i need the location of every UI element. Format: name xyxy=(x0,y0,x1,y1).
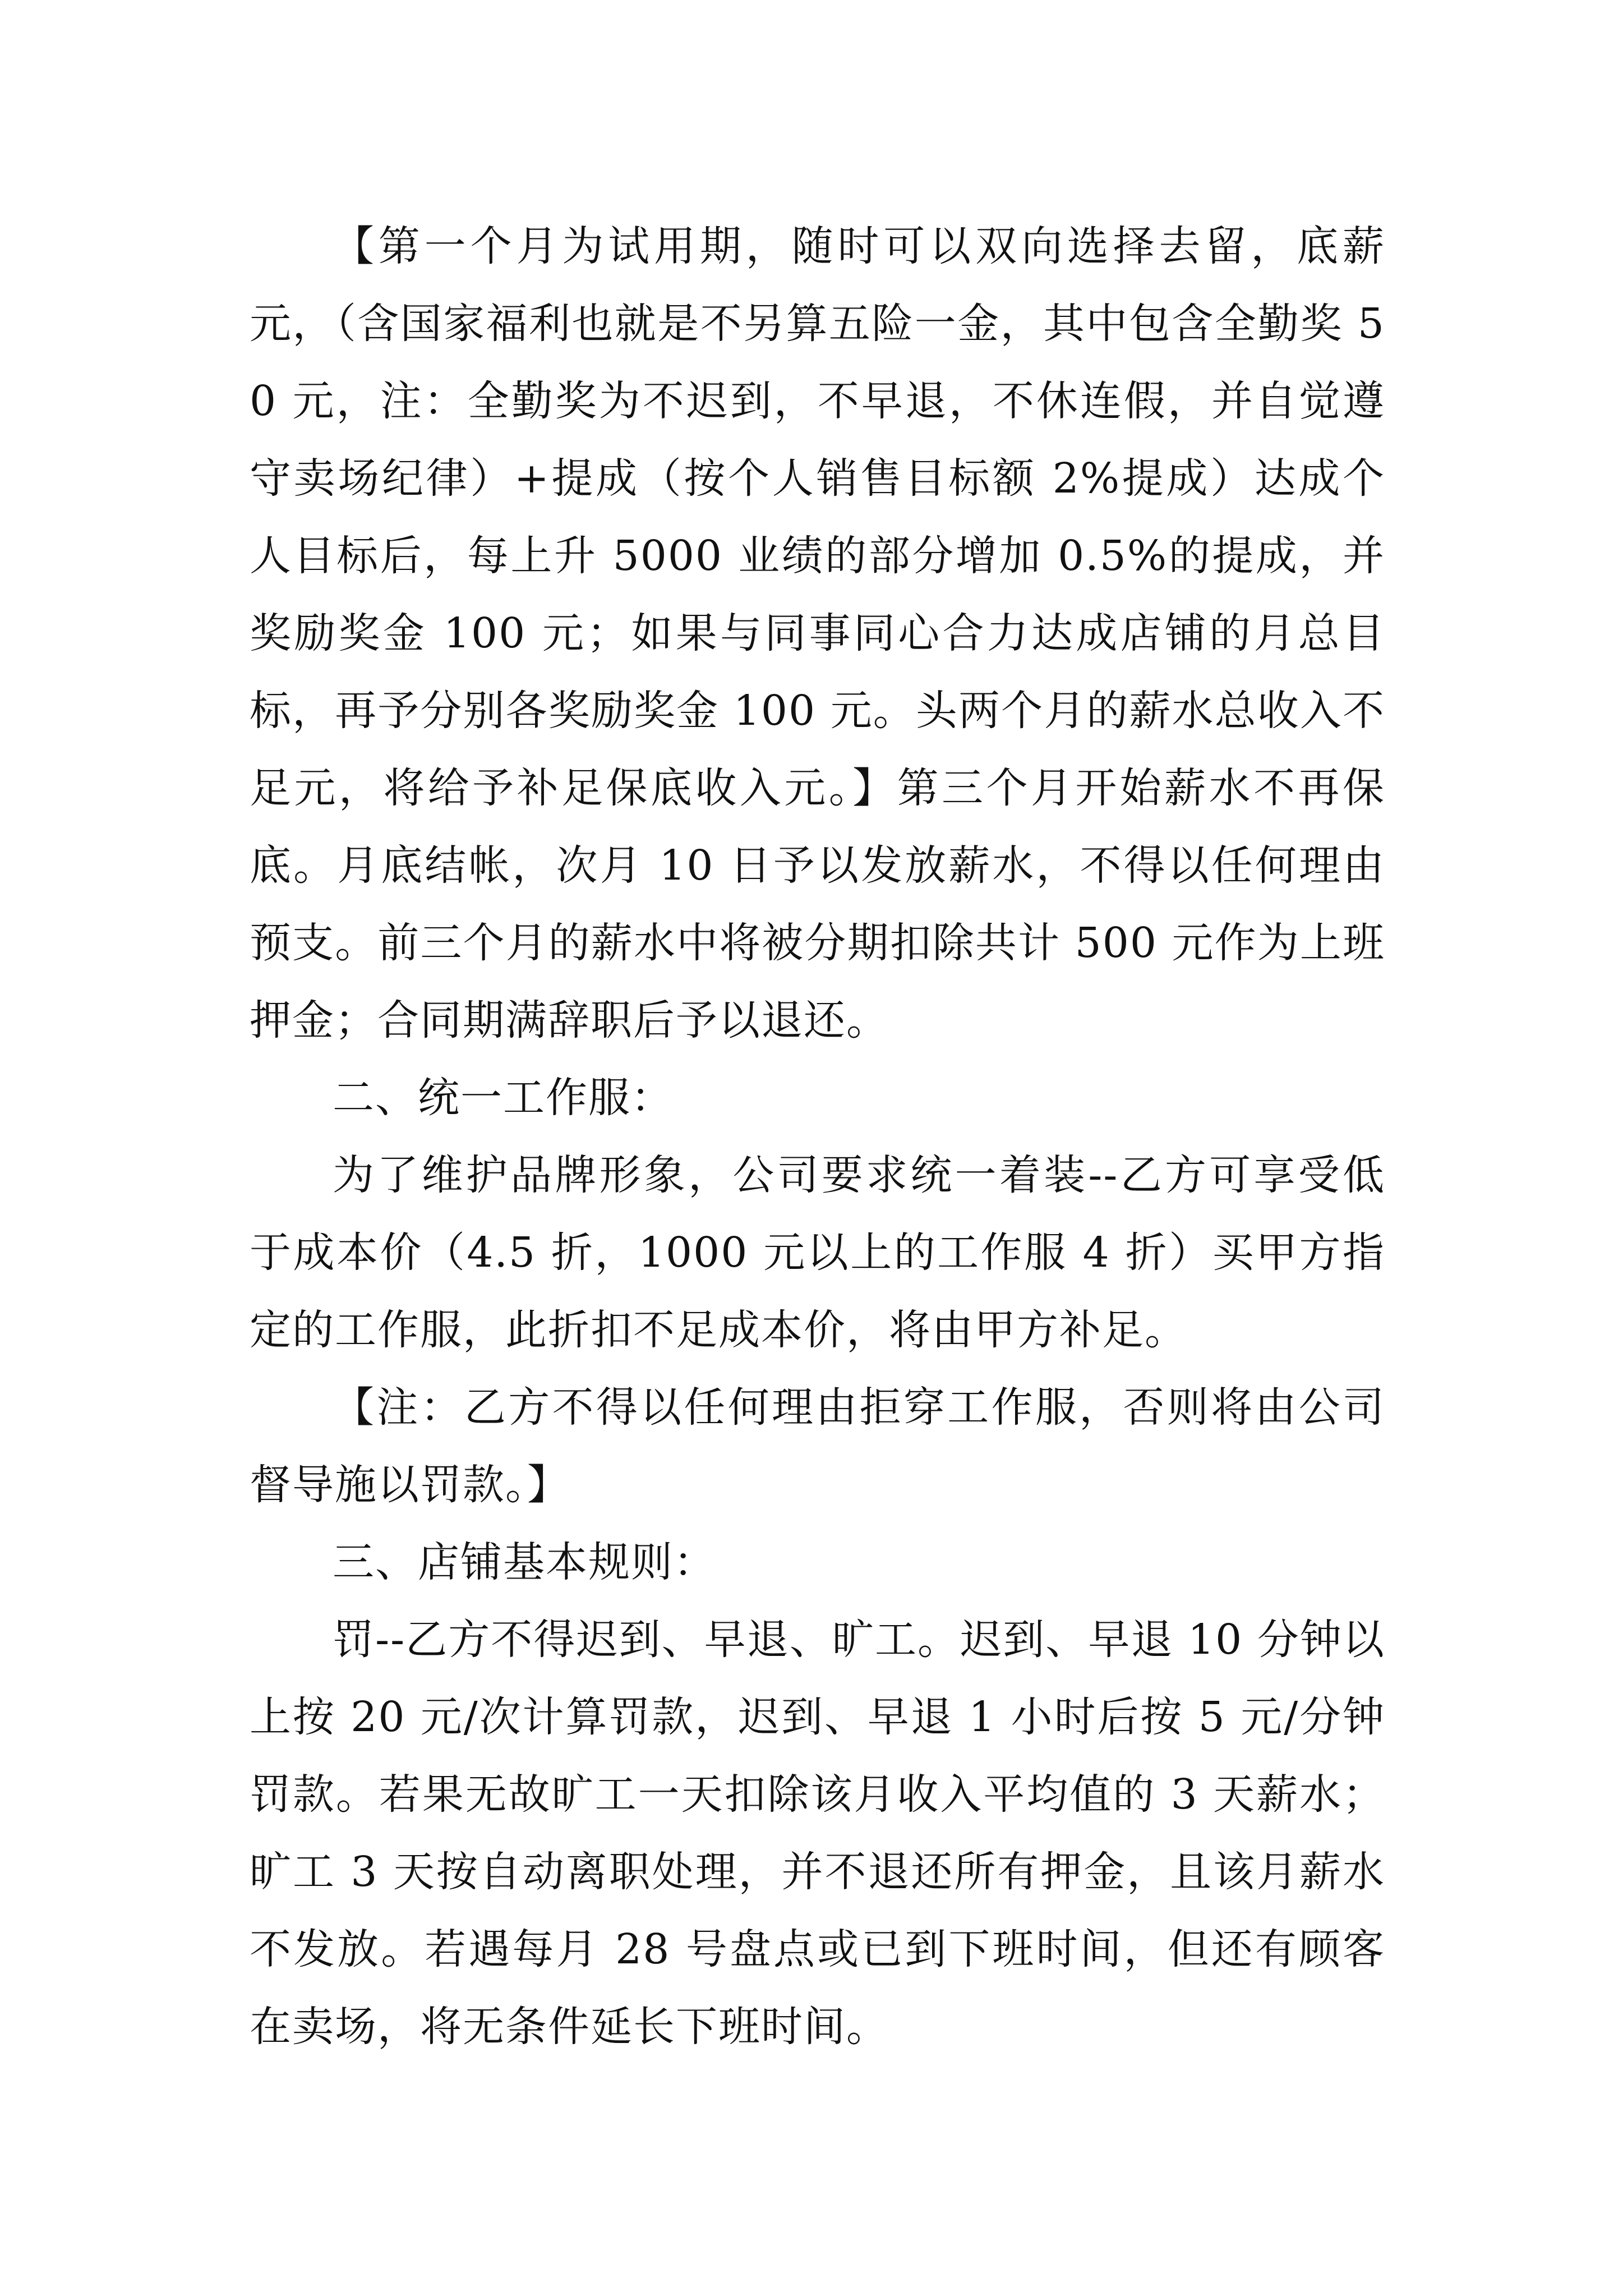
paragraph-salary-terms: 【第一个月为试用期，随时可以双向选择去留，底薪元，（含国家福利也就是不另算五险一金，其中包含全勤奖 50 元，注：全勤奖为不迟到，不早退，不休连假，并自觉遵守卖场纪律）+提成（按个人销售目标额 2%提成）达成个人目标后，每上升 5000 业绩的部分增加 0.5%的提成，并奖励奖金 100 元；如果与同事同心合力达成店铺的月总目标，再予分别各奖励奖金 100 元。头两个月的薪水总收入不足元，将给予补足保底收入元。】第三个月开始薪水不再保底。月底结帐，次月 10 日予以发放薪水，不得以任何理由预支。前三个月的薪水中将被分期扣除共计 500 元作为上班押金；合同期满辞职后予以退还。 xyxy=(250,222,1385,1045)
paragraph-penalty-rules: 罚--乙方不得迟到、早退、旷工。迟到、早退 10 分钟以上按 20 元/次计算罚款，迟到、早退 1 小时后按 5 元/分钟罚款。若果无故旷工一天扣除该月收入平均值的 3 天薪水；旷工 3 天按自动离职处理，并不退还所有押金，且该月薪水不发放。若遇每月 28 号盘点或已到下班时间，但还有顾客在卖场，将无条件延长下班时间。 xyxy=(250,1616,1385,2051)
paragraph-uniform-terms: 为了维护品牌形象，公司要求统一着装--乙方可享受低于成本价（4.5 折，1000 元以上的工作服 4 折）买甲方指定的工作服，此折扣不足成本价，将由甲方补足。 xyxy=(250,1151,1385,1354)
paragraph-uniform-note: 【注：乙方不得以任何理由拒穿工作服，否则将由公司督导施以罚款。】 xyxy=(250,1383,1385,1509)
heading-store-rules: 三、店铺基本规则： xyxy=(333,1538,716,1586)
document-body xyxy=(250,208,1385,2065)
heading-uniform: 二、统一工作服： xyxy=(333,1074,674,1122)
